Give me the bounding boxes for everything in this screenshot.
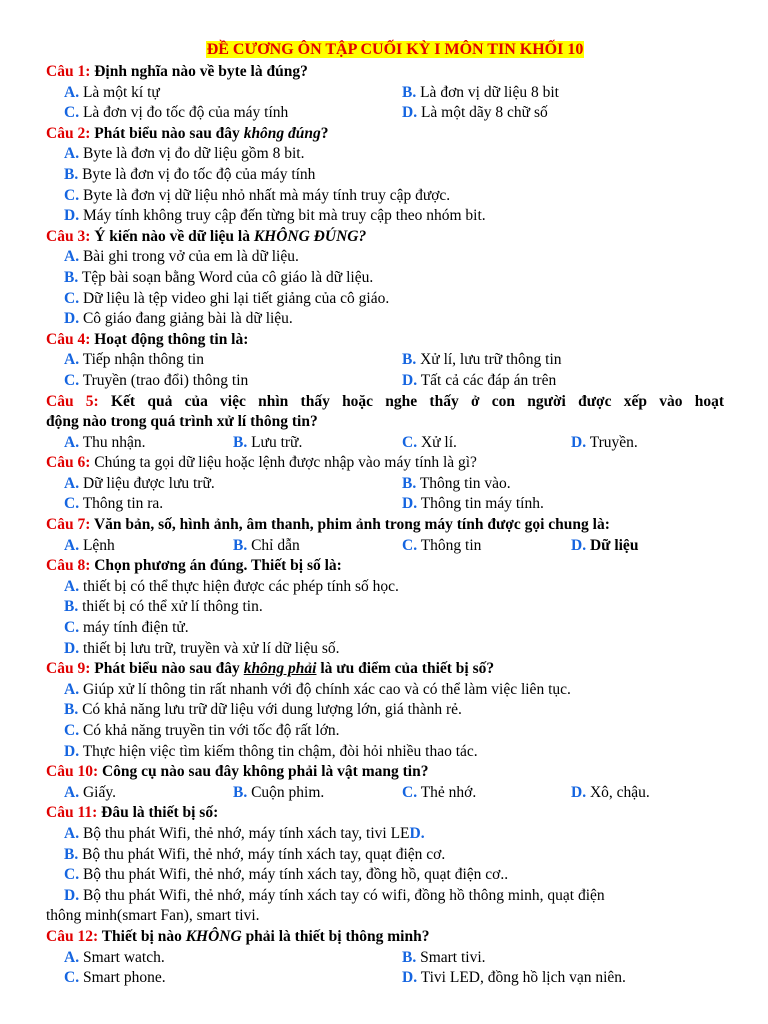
option-b: B. Smart tivi. xyxy=(402,948,486,966)
option-a: A. Tiếp nhận thông tin xyxy=(64,351,204,369)
question-number: Câu 2: xyxy=(46,124,91,142)
option-d-continuation: thông minh(smart Fan), smart tivi. xyxy=(46,907,260,925)
question-8: Câu 8: Chọn phương án đúng. Thiết bị số là: A. thiết bị có thể thực hiện được các phép tính số học. B. thiết bị có thể xử lí thông tin. C. máy tính điện tử. D. thiết bị lưu trữ, truyền và xử lí dữ liệu số. xyxy=(46,556,724,659)
option-d: D. Thực hiện việc tìm kiếm thông tin chậm, đòi hỏi nhiều thao tác. xyxy=(64,742,478,760)
option-c: C. Thẻ nhớ. xyxy=(402,783,477,801)
option-d: D. Thông tin máy tính. xyxy=(402,495,544,513)
question-number: Câu 1: xyxy=(46,63,91,80)
option-c: C. máy tính điện tử. xyxy=(64,619,189,637)
option-a: A. Byte là đơn vị đo dữ liệu gồm 8 bit. xyxy=(64,145,305,163)
option-b: B. Chỉ dẫn xyxy=(233,536,300,554)
question-number: Câu 10: xyxy=(46,763,99,781)
question-11: Câu 11: Đâu là thiết bị số: A. Bộ thu phát Wifi, thẻ nhớ, máy tính xách tay, tivi LED. B. Bộ thu phát Wifi, thẻ nhớ, máy tính xách tay, quạt điện cơ. C. Bộ thu phát Wifi, thẻ nhớ, máy tính xách tay, đồng hồ, quạt điện cơ.. D. Bộ thu phát Wifi, thẻ nhớ, máy tính xách tay có wifi, đồng hồ thông minh, quạt điện thông minh(smart Fan), smart tivi. xyxy=(46,803,724,927)
option-a: A. Lệnh xyxy=(64,536,115,554)
title-wrap xyxy=(66,38,724,62)
question-10: Câu 10: Công cụ nào sau đây không phải là vật mang tin? A. Giấy. B. Cuộn phim. C. Thẻ nhớ. D. Xô, chậu. xyxy=(46,762,724,803)
document-title: ĐỀ CƯƠNG ÔN TẬP CUỐI KỲ I MÔN TIN KHỐI 10 xyxy=(206,41,584,58)
option-d: D. Bộ thu phát Wifi, thẻ nhớ, máy tính xách tay có wifi, đồng hồ thông minh, quạt điện xyxy=(64,886,605,904)
option-d: D. Tất cả các đáp án trên xyxy=(402,371,557,389)
option-d: D. Máy tính không truy cập đến từng bit mà truy cập theo nhóm bit. xyxy=(64,207,486,225)
question-number: Câu 8: xyxy=(46,557,91,575)
option-c: C. Bộ thu phát Wifi, thẻ nhớ, máy tính xách tay, đồng hồ, quạt điện cơ.. xyxy=(64,866,509,884)
option-c: C. Thông tin xyxy=(402,536,482,554)
option-b: B. Là đơn vị dữ liệu 8 bit xyxy=(402,83,559,101)
option-d: D. Dữ liệu xyxy=(571,536,639,554)
question-number: Câu 3: xyxy=(46,227,91,245)
option-c: C. Byte là đơn vị dữ liệu nhỏ nhất mà máy tính truy cập được. xyxy=(64,186,451,204)
question-number: Câu 12: xyxy=(46,927,99,945)
option-b: B. Byte là đơn vị đo tốc độ của máy tính xyxy=(64,165,316,183)
option-a: A. Bộ thu phát Wifi, thẻ nhớ, máy tính xách tay, tivi LED. xyxy=(64,824,425,842)
option-b: B. Có khả năng lưu trữ dữ liệu với dung lượng lớn, giá thành rẻ. xyxy=(64,701,462,719)
question-number: Câu 4: xyxy=(46,330,91,348)
question-number: Câu 9: xyxy=(46,660,91,678)
option-a: A. Giấy. xyxy=(64,783,116,801)
question-number: Câu 6: xyxy=(46,454,91,472)
question-5: Câu 5: Kết quả của việc nhìn thấy hoặc nghe thấy ở con người được xếp vào hoạt động nào trong quá trình xử lí thông tin? A. Thu nhận. B. Lưu trữ. C. Xử lí. D. Truyền. xyxy=(46,392,724,454)
option-c: C. Thông tin ra. xyxy=(64,495,164,513)
option-c: C. Là đơn vị đo tốc độ của máy tính xyxy=(64,104,289,122)
question-12: Câu 12: Thiết bị nào KHÔNG phải là thiết bị thông minh? A. Smart watch. B. Smart tivi. C. Smart phone. D. Tivi LED, đồng hồ lịch vạn niên. xyxy=(46,927,724,989)
option-c: C. Có khả năng truyền tin với tốc độ rất lớn. xyxy=(64,722,340,739)
question-1 xyxy=(46,62,724,124)
question-number: Câu 5: xyxy=(46,392,99,410)
question-9: Câu 9: Phát biểu nào sau đây không phải là ưu điểm của thiết bị số? A. Giúp xử lí thông tin rất nhanh với độ chính xác cao và có thể làm việc liên tục. B. Có khả năng lưu trữ dữ liệu với dung lượng lớn, giá thành rẻ. C. Có khả năng truyền tin với tốc độ rất lớn. D. Thực hiện việc tìm kiếm thông tin chậm, đòi hỏi nhiều thao tác. xyxy=(46,659,724,762)
option-a: A. Thu nhận. xyxy=(64,433,146,451)
option-d: D. Cô giáo đang giảng bài là dữ liệu. xyxy=(64,310,293,328)
option-a: A. Là một kí tự xyxy=(64,83,160,101)
question-2: Câu 2: Phát biểu nào sau đây không đúng? A. Byte là đơn vị đo dữ liệu gồm 8 bit. B. Byte là đơn vị đo tốc độ của máy tính C. Byte là đơn vị dữ liệu nhỏ nhất mà máy tính truy cập được. D. Máy tính không truy cập đến từng bit mà truy cập theo nhóm bit. xyxy=(46,124,724,227)
question-text: Định nghĩa nào về byte là đúng? xyxy=(94,63,308,80)
option-c: C. Truyền (trao đổi) thông tin xyxy=(64,371,249,389)
option-c: C. Xử lí. xyxy=(402,433,457,451)
option-d: D. Là một dãy 8 chữ số xyxy=(402,104,548,122)
option-a: A. Bài ghi trong vở của em là dữ liệu. xyxy=(64,248,299,266)
question-4: Câu 4: Hoạt động thông tin là: A. Tiếp nhận thông tin B. Xử lí, lưu trữ thông tin C. Truyền (trao đổi) thông tin D. Tất cả các đáp án trên xyxy=(46,330,724,392)
option-d: D. Xô, chậu. xyxy=(571,783,650,801)
option-c: C. Dữ liệu là tệp video ghi lại tiết giảng của cô giáo. xyxy=(64,289,390,307)
option-b: B. Cuộn phim. xyxy=(233,783,325,801)
option-b: B. Lưu trữ. xyxy=(233,433,303,451)
option-a: A. Giúp xử lí thông tin rất nhanh với độ chính xác cao và có thể làm việc liên tục. xyxy=(64,680,571,698)
question-7: Câu 7: Văn bản, số, hình ảnh, âm thanh, phim ảnh trong máy tính được gọi chung là: A. Lệnh B. Chỉ dẫn C. Thông tin D. Dữ liệu xyxy=(46,515,724,556)
option-d: D. thiết bị lưu trữ, truyền và xử lí dữ liệu số. xyxy=(64,639,340,657)
option-b: B. Thông tin vào. xyxy=(402,474,511,492)
question-number: Câu 11: xyxy=(46,804,98,822)
option-b: B. Tệp bài soạn bằng Word của cô giáo là dữ liệu. xyxy=(64,268,374,286)
question-6: Câu 6: Chúng ta gọi dữ liệu hoặc lệnh được nhập vào máy tính là gì? A. Dữ liệu được lưu trữ. B. Thông tin vào. C. Thông tin ra. D. Thông tin máy tính. xyxy=(46,453,724,515)
option-a: A. Dữ liệu được lưu trữ. xyxy=(64,474,215,492)
option-a: A. thiết bị có thể thực hiện được các phép tính số học. xyxy=(64,577,399,595)
option-d: D. Tivi LED, đồng hồ lịch vạn niên. xyxy=(402,969,626,987)
option-b: B. Bộ thu phát Wifi, thẻ nhớ, máy tính xách tay, quạt điện cơ. xyxy=(64,845,446,863)
option-b: B. Xử lí, lưu trữ thông tin xyxy=(402,351,562,369)
question-3: Câu 3: Ý kiến nào về dữ liệu là KHÔNG ĐÚNG? A. Bài ghi trong vở của em là dữ liệu. B. Tệp bài soạn bằng Word của cô giáo là dữ liệu. C. Dữ liệu là tệp video ghi lại tiết giảng của cô giáo. D. Cô giáo đang giảng bài là dữ liệu. xyxy=(46,227,724,330)
option-c: C. Smart phone. xyxy=(64,969,166,987)
option-a: A. Smart watch. xyxy=(64,948,165,966)
option-b: B. thiết bị có thể xử lí thông tin. xyxy=(64,598,263,616)
question-number: Câu 7: xyxy=(46,516,91,534)
option-d: D. Truyền. xyxy=(571,433,638,451)
